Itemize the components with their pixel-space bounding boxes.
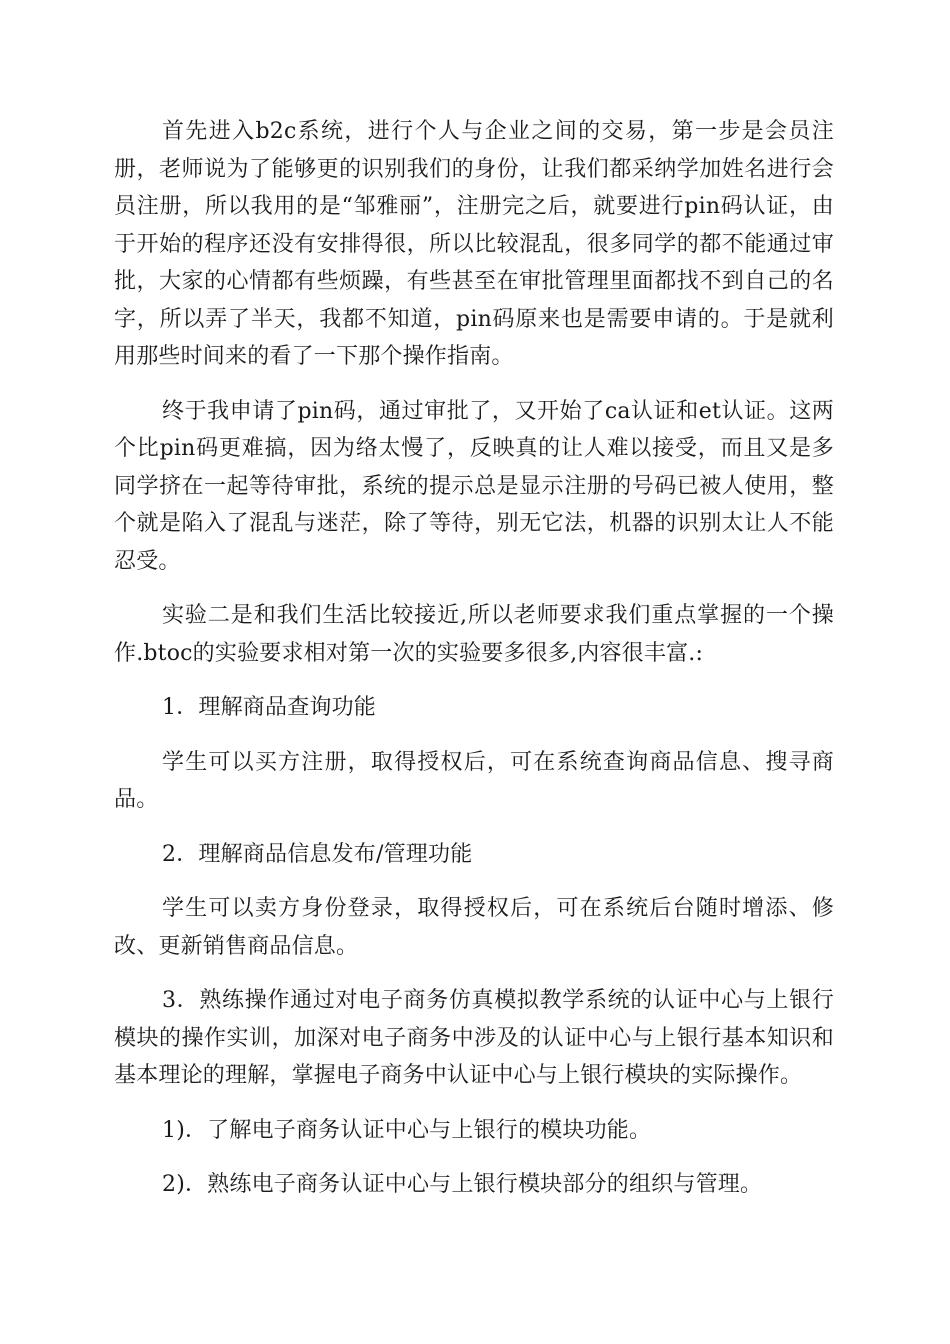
- paragraph-pin-approval: 终于我申请了pin码，通过审批了，又开始了ca认证和et认证。这两个比pin码更难搞，因为络太慢了，反映真的让人难以接受，而且又是多同学挤在一起等待审批，系统的提示总是显示注册的号码已被人使用，整个就是陷入了混乱与迷茫，除了等待，别无它法，机器的识别太让人不能忍受。: [114, 398, 834, 574]
- list-item-body-1: 学生可以买方注册，取得授权后，可在系统查询商品信息、搜寻商品。: [114, 749, 834, 812]
- list-item-3: 3．熟练操作通过对电子商务仿真模拟教学系统的认证中心与上银行模块的操作实训，加深对电子商务中涉及的认证中心与上银行基本知识和基本理论的理解，掌握电子商务中认证中心与上银行模块的实际操作。: [114, 988, 834, 1088]
- paragraph-b2c-registration: 首先进入b2c系统，进行个人与企业之间的交易，第一步是会员注册，老师说为了能够更的识别我们的身份，让我们都采纳学加姓名进行会员注册，所以我用的是“邹雅丽”，注册完之后，就要进行pin码认证，由于开始的程序还没有安排得很，所以比较混乱，很多同学的都不能通过审批，大家的心情都有些烦躁，有些甚至在审批管理里面都找不到自己的名字，所以弄了半天，我都不知道，pin码原来也是需要申请的。于是就利用那些时间来的看了一下那个操作指南。: [114, 119, 834, 369]
- list-item-heading-2: 2．理解商品信息发布/管理功能: [162, 841, 473, 867]
- list-item-heading-1: 1．理解商品查询功能: [162, 695, 376, 720]
- sub-item-1: 1)．了解电子商务认证中心与上银行的模块功能。: [162, 1117, 652, 1143]
- paragraph-experiment-two: 实验二是和我们生活比较接近,所以老师要求我们重点掌握的一个操作.btoc的实验要求相对第一次的实验要多很多,内容很丰富.:: [114, 603, 834, 666]
- document-body: [114, 113, 834, 1221]
- list-item-body-2: 学生可以卖方身份登录，取得授权后，可在系统后台随时增添、修改、更新销售商品信息。: [114, 896, 834, 959]
- sub-item-2: 2)．熟练电子商务认证中心与上银行模块部分的组织与管理。: [162, 1172, 763, 1197]
